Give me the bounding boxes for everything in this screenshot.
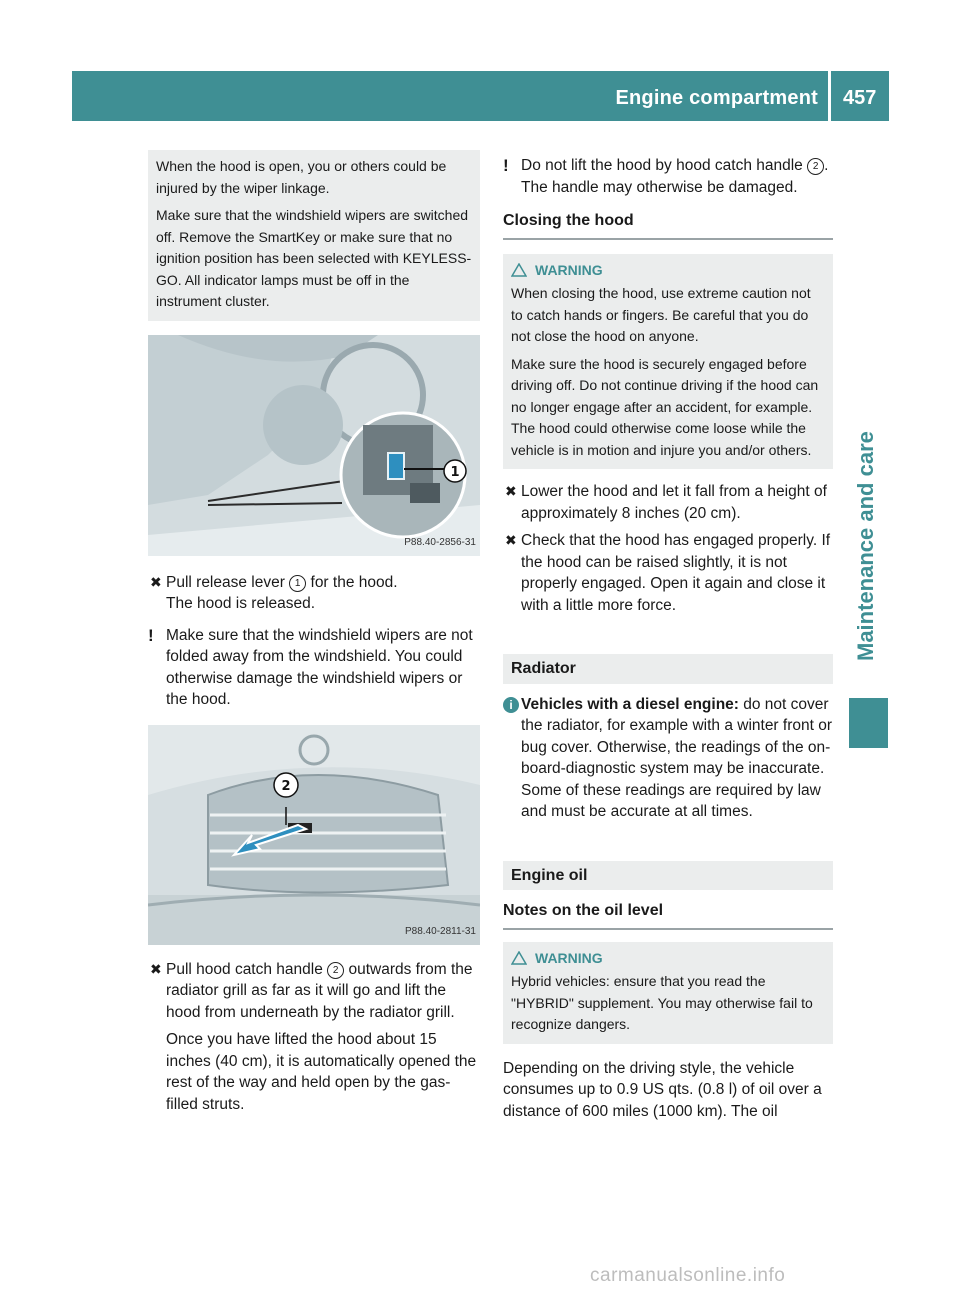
step-arrow-icon: ✖ bbox=[150, 573, 162, 590]
warning-header bbox=[511, 260, 825, 282]
radiator-heading: Radiator bbox=[503, 654, 833, 684]
section-title: Engine compartment bbox=[615, 87, 818, 109]
hood-catch-illustration bbox=[148, 725, 480, 945]
note2-text-b: . The handle may otherwise be damaged. bbox=[521, 157, 829, 196]
warning-label: WARNING bbox=[535, 949, 603, 966]
wiper-warning-p2: Make sure that the windshield wipers are switched off. Remove the SmartKey or make sure that no ignition position has been selected with KEYLESS-GO. All indicator lamps must be off in the instrument cluster. bbox=[156, 207, 472, 309]
wiper-warning-box bbox=[148, 150, 480, 321]
header-separator bbox=[828, 71, 831, 121]
step-pull-hood-catch bbox=[148, 959, 480, 1024]
figure1-code: P88.40-2856-31 bbox=[404, 537, 476, 548]
figure2-code: P88.40-2811-31 bbox=[405, 926, 476, 937]
step-lower-hood bbox=[503, 481, 833, 524]
closing-warning-box bbox=[503, 254, 833, 470]
radiator-info-text: do not cover the radiator, for example with a winter front or bug cover. Otherwise, the readings of the on-board-diagnostic system may be inaccurate. Some of these readings are required by law and must be accurate at all times. bbox=[521, 695, 833, 820]
step-arrow-icon: ✖ bbox=[505, 532, 517, 548]
warning-triangle-icon bbox=[511, 951, 527, 965]
step1-result: The hood is released. bbox=[166, 595, 316, 612]
left-column bbox=[148, 150, 480, 1115]
step2-result-text: Once you have lifted the hood about 15 inches (40 cm), it is automatically opened the rest of the way and held open by the gas-filled struts. bbox=[166, 1031, 477, 1113]
wiper-note-text: Make sure that the windshield wipers are not folded away from the windshield. You could otherwise damage the windshield wipers or the hood. bbox=[166, 626, 473, 708]
step1-text-b: for the hood. bbox=[306, 573, 398, 591]
oil-level-heading: Notes on the oil level bbox=[503, 900, 833, 930]
closing-warning-p1: When closing the hood, use extreme caution not to catch hands or fingers. Be careful that you do not close the hood on anyone. bbox=[511, 285, 811, 344]
release-lever-figure bbox=[148, 335, 480, 556]
hood-catch-figure bbox=[148, 725, 480, 945]
step2-result bbox=[148, 1029, 480, 1115]
step1-text-a: Pull release lever bbox=[166, 573, 290, 591]
caution-icon: ! bbox=[148, 625, 154, 645]
side-tab-label: Maintenance and care bbox=[852, 431, 878, 661]
wiper-warning-p1: When the hood is open, you or others could be injured by the wiper linkage. bbox=[156, 158, 447, 196]
oil-consumption-text: Depending on the driving style, the vehicle consumes up to 0.9 US qts. (0.8 l) of oil over a distance of 600 miles (1000 km). The oil bbox=[503, 1059, 822, 1120]
note2-text-a: Do not lift the hood by hood catch handle bbox=[521, 157, 808, 174]
warning-label: WARNING bbox=[535, 261, 603, 278]
engine-oil-heading: Engine oil bbox=[503, 861, 833, 891]
info-icon: i bbox=[503, 697, 519, 713]
watermark: carmanualsonline.info bbox=[590, 1265, 786, 1286]
figure1-callout: 1 bbox=[450, 464, 460, 480]
closing-hood-heading: Closing the hood bbox=[503, 210, 833, 240]
callout-2-icon: 2 bbox=[807, 158, 824, 175]
hybrid-warning-p1: Hybrid vehicles: ensure that you read the "HYBRID" supplement. You may otherwise fail to recognize dangers. bbox=[511, 973, 813, 1032]
release-lever-illustration bbox=[148, 335, 480, 556]
figure2-callout: 2 bbox=[281, 778, 291, 794]
warning-header bbox=[511, 948, 825, 970]
caution-icon: ! bbox=[503, 156, 509, 175]
step-check-hood bbox=[503, 530, 833, 616]
wiper-note bbox=[148, 625, 480, 711]
step-pull-release-lever bbox=[148, 572, 480, 615]
step-arrow-icon: ✖ bbox=[505, 483, 517, 499]
hybrid-warning-box bbox=[503, 942, 833, 1044]
step2-text-b: outwards from the radiator grill as far as it will go and lift the hood from underneath by the radiator grill. bbox=[166, 960, 473, 1021]
right-column bbox=[503, 155, 833, 1122]
step2-text-a: Pull hood catch handle bbox=[166, 960, 328, 978]
radiator-info bbox=[503, 694, 833, 823]
side-tab bbox=[849, 121, 888, 661]
step-arrow-icon: ✖ bbox=[150, 960, 162, 977]
callout-1-icon: 1 bbox=[289, 575, 306, 592]
warning-triangle-icon bbox=[511, 263, 527, 277]
step3-text: Lower the hood and let it fall from a height of approximately 8 inches (20 cm). bbox=[521, 483, 827, 522]
hood-catch-note bbox=[503, 155, 833, 198]
callout-2-icon: 2 bbox=[327, 962, 344, 979]
radiator-info-bold: Vehicles with a diesel engine: bbox=[521, 695, 739, 713]
page-number: 457 bbox=[843, 87, 877, 109]
side-marker bbox=[849, 698, 888, 748]
step4-text: Check that the hood has engaged properly. If the hood can be raised slightly, it is not properly engaged. Open it again and close it with a little more force. bbox=[521, 532, 831, 614]
closing-warning-p2: Make sure the hood is securely engaged before driving off. Do not continue driving if the hood can no longer engage after an accident, for example. The hood could otherwise come loose while the vehicle is in motion and injure you and/or others. bbox=[511, 355, 819, 458]
